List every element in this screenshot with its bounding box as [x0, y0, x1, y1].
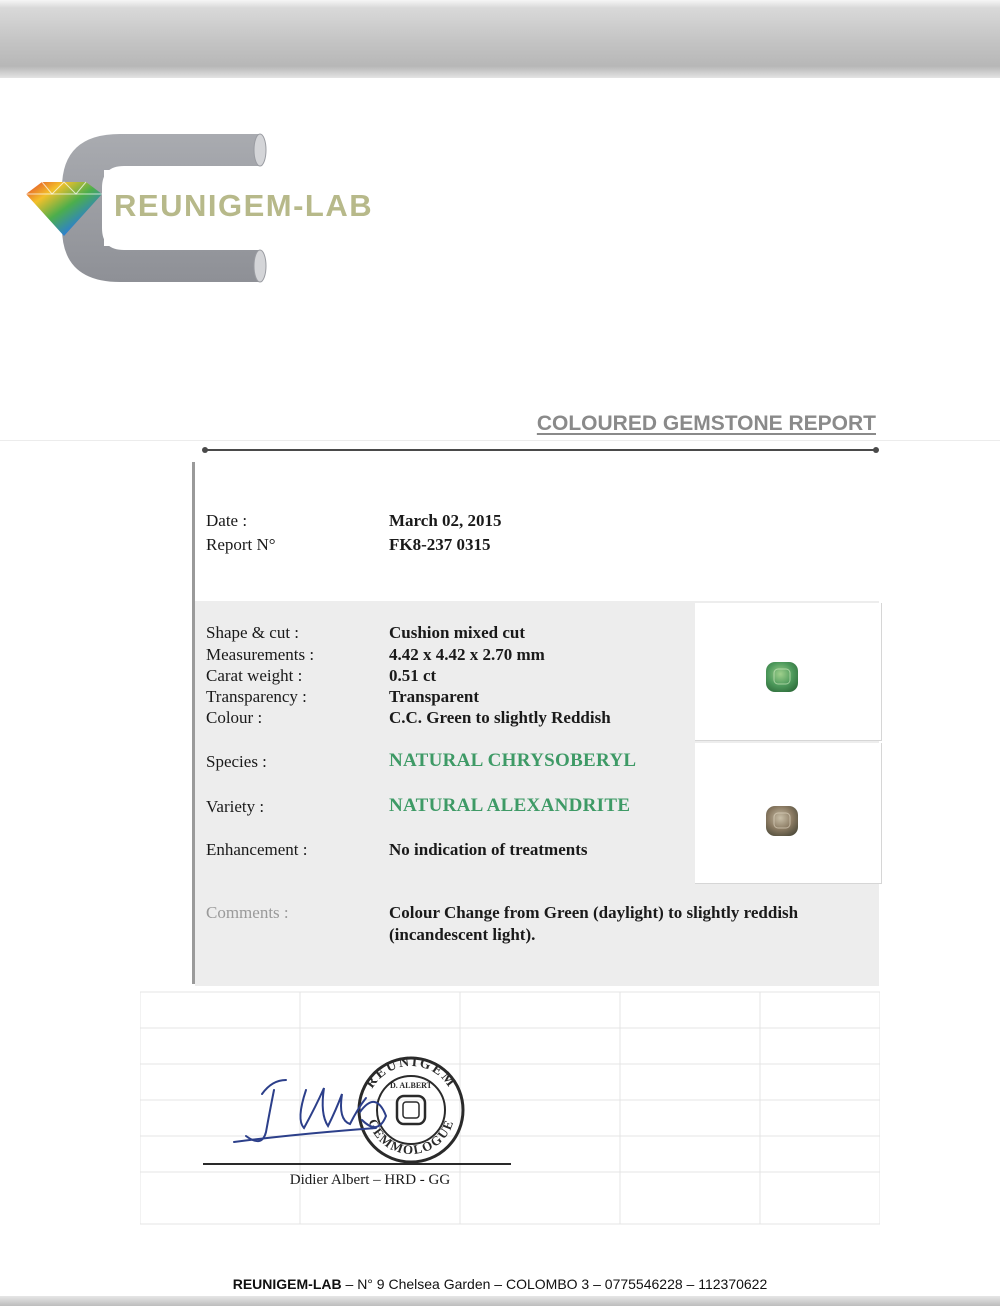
enhancement-value: No indication of treatments — [389, 840, 588, 859]
title-rule — [204, 449, 876, 451]
signatory-name: Didier Albert – HRD - GG — [289, 1172, 451, 1188]
signature-stamp-area — [226, 1050, 486, 1170]
date-value: March 02, 2015 — [389, 511, 502, 530]
gem-reddish-icon — [695, 743, 881, 883]
shape-value: Cushion mixed cut — [389, 623, 526, 642]
species-value: NATURAL CHRYSOBERYL — [389, 750, 637, 771]
colour-value: C.C. Green to slightly Reddish — [389, 708, 611, 727]
report-number-value: FK8-237 0315 — [389, 535, 491, 554]
gemmologue-stamp — [359, 1055, 463, 1162]
shape-label: Shape & cut : — [206, 623, 300, 642]
stamp-bottom-text: GEMMOLOGUE — [365, 1116, 457, 1158]
weight-label: Carat weight : — [206, 666, 303, 685]
rule-end-dot — [873, 447, 879, 453]
rule-end-dot — [202, 447, 208, 453]
report-number-label: Report N° — [206, 535, 276, 554]
colour-label: Colour : — [206, 708, 263, 727]
comments-line-1: Colour Change from Green (daylight) to slightly reddish — [389, 903, 799, 922]
scan-fold-line — [0, 440, 1000, 441]
measurements-value: 4.42 x 4.42 x 2.70 mm — [389, 645, 545, 664]
variety-label: Variety : — [206, 797, 265, 816]
gem-green-icon — [695, 603, 881, 740]
comments-line-2: (incandescent light). — [389, 925, 536, 944]
transparency-value: Transparent — [389, 687, 480, 706]
report-title: COLOURED GEMSTONE REPORT — [536, 412, 876, 435]
species-label: Species : — [206, 752, 267, 771]
transparency-label: Transparency : — [206, 687, 307, 706]
gem-photo-incandescent — [695, 743, 882, 884]
scan-bottom-band — [0, 1296, 1000, 1306]
variety-value: NATURAL ALEXANDRITE — [389, 795, 631, 816]
scan-top-band — [0, 0, 1000, 78]
stamp-top-text: REUNIGEM — [363, 1054, 459, 1092]
gem-photo-daylight — [695, 603, 882, 741]
footer-lab-name: REUNIGEM-LAB — [232, 1276, 342, 1292]
date-label: Date : — [206, 511, 248, 530]
enhancement-label: Enhancement : — [206, 840, 308, 859]
footer-address — [0, 1276, 1000, 1292]
brand-name: REUNIGEM-LAB — [114, 188, 374, 223]
stamp-inner-text: D. ALBERT — [390, 1081, 432, 1090]
footer-address-text: – N° 9 Chelsea Garden – COLOMBO 3 – 0775546228 – 112370622 — [341, 1276, 768, 1292]
comments-label: Comments : — [206, 903, 289, 922]
measurements-label: Measurements : — [206, 645, 315, 664]
weight-value: 0.51 ct — [389, 666, 437, 685]
signature-line — [203, 1163, 511, 1165]
